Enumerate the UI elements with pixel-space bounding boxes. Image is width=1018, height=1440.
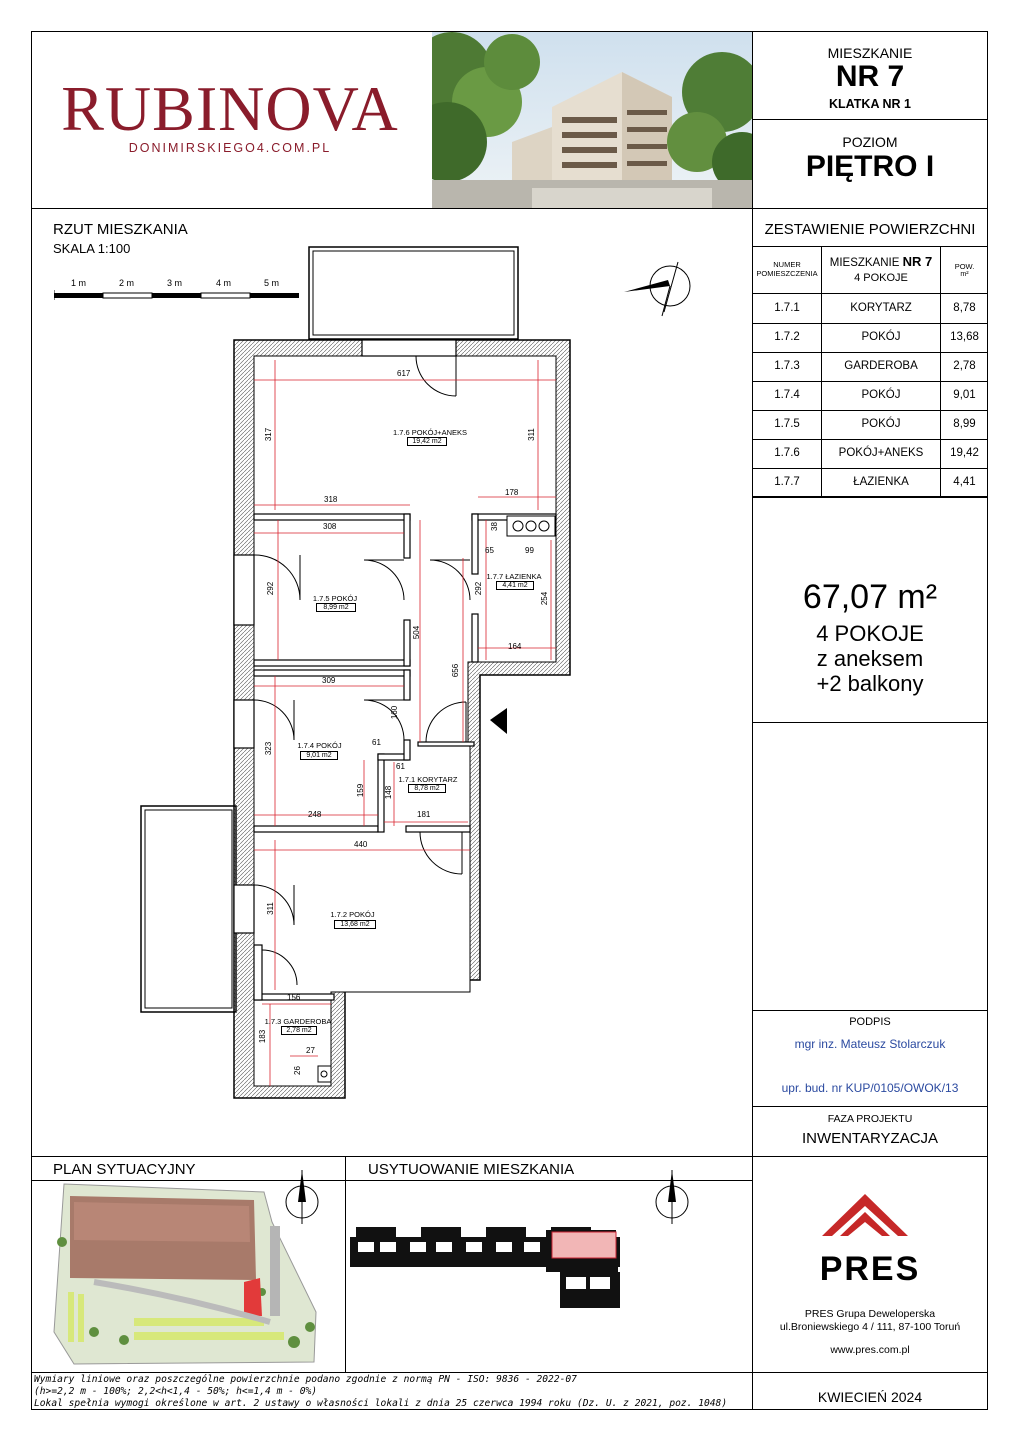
summary-row-name: POKÓJ (861, 418, 901, 430)
location-title: USYTUOWANIE MIESZKANIA (368, 1161, 575, 1178)
note-line-3: Lokal spełnia wymogi określone w art. 2 ustawy o własności lokali z dnia 25 czerwca 1994 roku (Dz. U. z 2021, poz. 1048) (34, 1398, 728, 1409)
summary-row-name: ŁAZIENKA (853, 476, 909, 488)
dim-254: 254 (540, 591, 550, 606)
total-annex: z aneksem (816, 646, 924, 671)
room-area-177: 4,41 m2 (496, 581, 534, 590)
pres-logo-text: PRES (819, 1250, 921, 1288)
company-address: ul.Broniewskiego 4 / 111, 87-100 Toruń (779, 1321, 961, 1333)
summary-col-area-unit: m² (960, 271, 969, 278)
summary-end-divider (752, 496, 988, 497)
dim-61-b: 61 (396, 762, 405, 771)
dim-38: 38 (489, 522, 499, 531)
dim-148: 148 (384, 785, 394, 800)
summary-row-name: POKÓJ (861, 389, 901, 401)
summary-total-divider (752, 722, 988, 723)
signature-bottom-divider (752, 1106, 988, 1107)
scale-tick-3: 3 m (167, 278, 183, 288)
summary-col-apartment-prefix: MIESZKANIE (829, 257, 900, 269)
location-plan-north-icon (652, 1168, 694, 1228)
floor-plan (130, 240, 590, 1110)
phase-value: INWENTARYZACJA (801, 1130, 939, 1147)
summary-row-area: 19,42 (950, 447, 979, 459)
notes (34, 1374, 746, 1410)
dim-164: 164 (508, 642, 522, 651)
summary-col-area: POW. (954, 262, 975, 271)
room-label-172: 1.7.2 POKÓJ (330, 910, 375, 919)
summary-row-number: 1.7.7 (774, 476, 800, 488)
company-name: PRES Grupa Deweloperska (804, 1308, 936, 1320)
summary-row-name: GARDEROBA (844, 360, 918, 372)
brand-logo: RUBINOVA (61, 73, 399, 144)
bottom-title-divider (31, 1180, 752, 1181)
plan-title: RZUT MIESZKANIA (53, 221, 188, 238)
room-area-175: 8,99 m2 (316, 603, 356, 612)
dim-656: 656 (451, 663, 461, 678)
dim-323: 323 (264, 741, 274, 756)
summary-row-area: 9,01 (953, 389, 976, 401)
level-label: POZIOM (842, 134, 898, 150)
pres-logo-icon (820, 1190, 910, 1250)
scale-tick-5: 5 m (264, 278, 280, 288)
bottom-section-divider (31, 1156, 988, 1157)
company-website: www.pres.com.pl (830, 1344, 910, 1356)
dim-292-b: 292 (474, 581, 484, 596)
summary-row (753, 439, 988, 469)
dim-160: 160 (390, 705, 400, 720)
summary-row-number: 1.7.6 (774, 447, 800, 459)
header-divider (31, 208, 988, 209)
scale-tick-1: 1 m (71, 278, 87, 288)
dim-26: 26 (292, 1066, 302, 1075)
building-photo (432, 32, 752, 208)
brand-website: DONIMIRSKIEGO4.COM.PL (128, 141, 332, 155)
summary-col-rooms: 4 POKOJE (854, 272, 908, 284)
summary-row (753, 323, 988, 353)
room-area-174: 9,01 m2 (300, 751, 338, 760)
summary-row-name: KORYTARZ (850, 302, 912, 314)
dim-248: 248 (308, 810, 322, 819)
site-plan-north-icon (282, 1168, 324, 1228)
note-line-1: Wymiary liniowe oraz poszczególne powierzchnie podano zgodnie z normą PN - ISO: 9836 - 2022-07 (34, 1374, 577, 1385)
dim-617: 617 (397, 369, 411, 378)
room-label-171: 1.7.1 KORYTARZ (398, 775, 458, 784)
summary-row-number: 1.7.1 (774, 302, 800, 314)
room-area-171: 8,78 m2 (408, 784, 446, 793)
scale-tick-2: 2 m (119, 278, 135, 288)
dim-183: 183 (258, 1029, 268, 1044)
summary-row-area: 4,41 (953, 476, 976, 488)
summary-title-divider (752, 246, 988, 247)
dim-156: 156 (287, 993, 301, 1002)
summary-row-number: 1.7.5 (774, 418, 800, 430)
site-plan-title: PLAN SYTUACYJNY (53, 1161, 196, 1178)
summary-row-area: 8,99 (953, 418, 976, 430)
room-label-176: 1.7.6 POKÓJ+ANEKS (393, 428, 467, 437)
summary-col-number: NUMER POMIESZCZENIA (756, 260, 818, 278)
total-area: 67,07 m² (802, 578, 938, 616)
summary-row-name: POKÓJ+ANEKS (838, 447, 924, 459)
dim-309: 309 (322, 676, 336, 685)
dim-159: 159 (356, 783, 366, 798)
north-arrow-icon (622, 258, 697, 318)
signature-license: upr. bud. nr KUP/0105/OWOK/13 (781, 1081, 959, 1095)
note-line-2: (h>=2,2 m - 100%; 2,2<h<1,4 - 50%; h<=1,4 m - 0%) (34, 1386, 318, 1397)
total-balconies: +2 balkony (816, 671, 924, 696)
signature-label: PODPIS (849, 1016, 891, 1028)
room-label-173: 1.7.3 GARDEROBA (264, 1017, 332, 1026)
summary-col-apartment-nr: NR 7 (902, 254, 933, 269)
summary-row-area: 8,78 (953, 302, 976, 314)
dim-61-a: 61 (372, 738, 381, 747)
dim-27: 27 (306, 1046, 315, 1055)
dim-311-a: 311 (526, 428, 536, 441)
dim-178: 178 (505, 488, 519, 497)
room-area-172: 13,68 m2 (334, 920, 376, 929)
summary-row-number: 1.7.4 (774, 389, 800, 401)
plan-scale: SKALA 1:100 (53, 241, 131, 256)
total-rooms: 4 POKOJE (816, 621, 924, 646)
summary-row (753, 352, 988, 382)
summary-row-area: 13,68 (950, 331, 979, 343)
dim-318: 318 (324, 495, 338, 504)
summary-row (753, 381, 988, 411)
header-right-divider (752, 119, 988, 120)
room-label-174: 1.7.4 POKÓJ (297, 741, 342, 750)
signature-name: mgr inz. Mateusz Stolarczuk (794, 1037, 946, 1051)
dim-317: 317 (264, 427, 274, 442)
dim-440: 440 (354, 840, 368, 849)
room-area-173: 2,78 m2 (281, 1026, 317, 1035)
apartment-number: NR 7 (835, 60, 905, 93)
dim-181: 181 (417, 810, 431, 819)
dim-504: 504 (412, 625, 422, 640)
dim-308: 308 (323, 522, 337, 531)
summary-row (753, 468, 988, 498)
signature-top-divider (752, 1010, 988, 1011)
staircase-label: KLATKA NR 1 (829, 97, 911, 111)
summary-row-number: 1.7.2 (774, 331, 800, 343)
level-value: PIĘTRO I (805, 150, 935, 183)
apartment-label: MIESZKANIE (827, 45, 913, 61)
phase-label: FAZA PROJEKTU (827, 1113, 913, 1125)
summary-title: ZESTAWIENIE POWIERZCHNI (764, 221, 976, 238)
dim-99: 99 (525, 546, 534, 555)
dim-311-b: 311 (265, 902, 275, 915)
dim-292-a: 292 (266, 581, 276, 596)
summary-row-name: POKÓJ (861, 331, 901, 343)
scale-tick-4: 4 m (216, 278, 232, 288)
summary-col-apartment (822, 254, 940, 269)
room-area-176: 19,42 m2 (407, 437, 447, 446)
summary-row-number: 1.7.3 (774, 360, 800, 372)
room-label-175: 1.7.5 POKÓJ (312, 594, 358, 603)
document-date: KWIECIEŃ 2024 (817, 1389, 923, 1405)
summary-row (753, 410, 988, 440)
summary-row (753, 294, 988, 324)
summary-row-area: 2,78 (953, 360, 976, 372)
notes-divider (31, 1372, 988, 1373)
dim-65: 65 (485, 546, 494, 555)
room-label-177: 1.7.7 ŁAZIENKA (486, 572, 542, 581)
